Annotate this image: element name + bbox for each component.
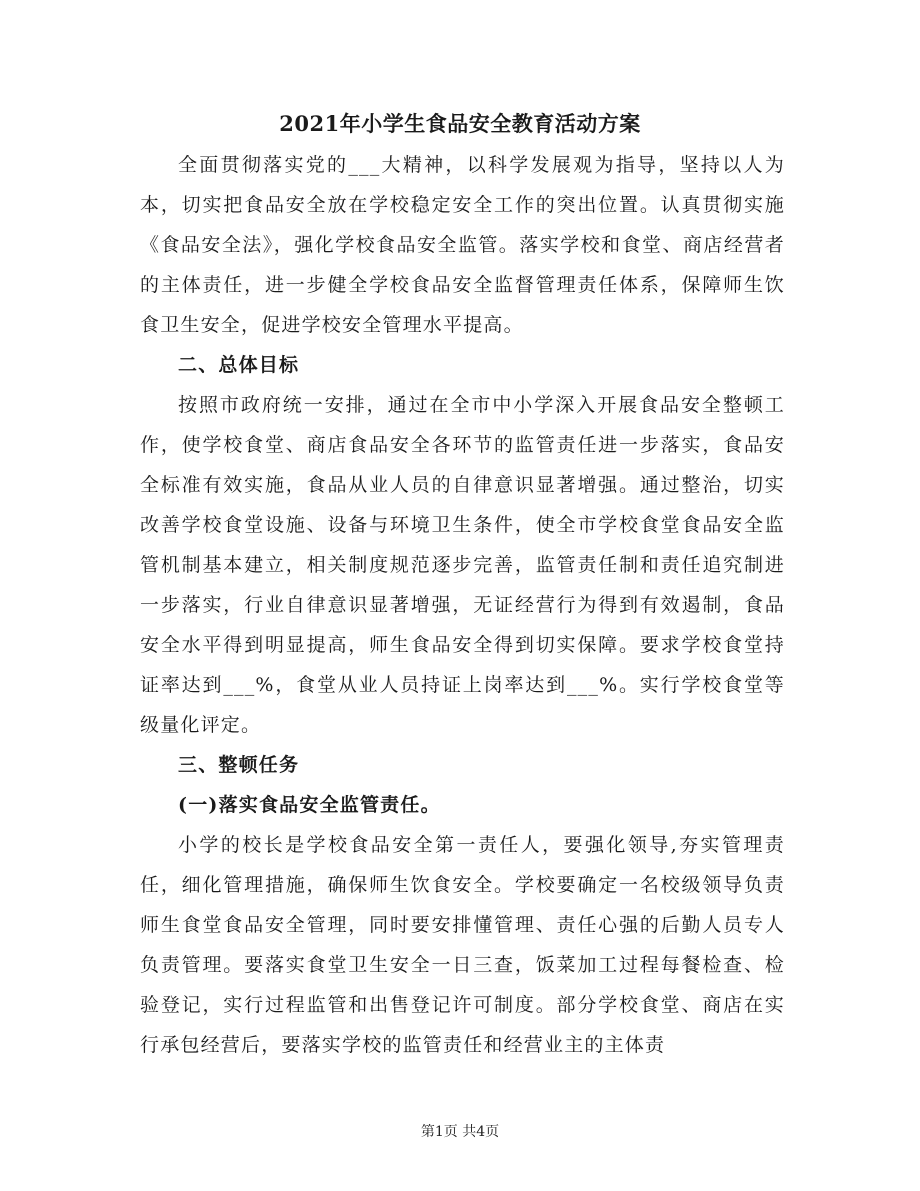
paragraph-responsibility: 小学的校长是学校食品安全第一责任人，要强化领导,夯实管理责任，细化管理措施，确保师生饮食安全。学校要确定一名校级领导负责师生食堂食品安全管理，同时要安排懂管理、责任心强的后勤人员专人负责管理。要落实食堂卫生安全一日三查，饭菜加工过程每餐检查、检验登记，实行过程监管和出售登记许可制度。部分学校食堂、商店在实行承包经营后，要落实学校的监管责任和经营业主的主体责 — [140, 834, 785, 1056]
section-heading-tasks: 三、整顿任务 — [178, 754, 300, 776]
paragraph-overall-goal: 按照市政府统一安排，通过在全市中小学深入开展食品安全整顿工作，使学校食堂、商店食品安全各环节的监管责任进一步落实，食品安全标准有效实施，食品从业人员的自律意识显著增强。通过整治，切实改善学校食堂设施、设备与环境卫生条件，使全市学校食堂食品安全监管机制基本建立，相关制度规范逐步完善，监管责任制和责任追究制进一步落实，行业自律意识显著增强，无证经营行为得到有效遏制，食品安全水平得到明显提高，师生食品安全得到切实保障。要求学校食堂持证率达到___%，食堂从业人员持证上岗率达到___%。实行学校食堂等级量化评定。 — [140, 394, 785, 736]
subsection-heading-responsibility: (一)落实食品安全监管责任。 — [178, 794, 441, 816]
document-title: 2021年小学生食品安全教育活动方案 — [279, 111, 641, 136]
document-body — [140, 145, 785, 1065]
section-heading-overall-goal: 二、总体目标 — [178, 354, 300, 376]
page-number-footer: 第1页 共4页 — [420, 1124, 500, 1140]
paragraph-intro: 全面贯彻落实党的___大精神，以科学发展观为指导，坚持以人为本，切实把食品安全放在学校稳定安全工作的突出位置。认真贯彻实施《食品安全法》，强化学校食品安全监管。落实学校和食堂、商店经营者的主体责任，进一步健全学校食品安全监督管理责任体系，保障师生饮食卫生安全，促进学校安全管理水平提高。 — [140, 154, 785, 336]
